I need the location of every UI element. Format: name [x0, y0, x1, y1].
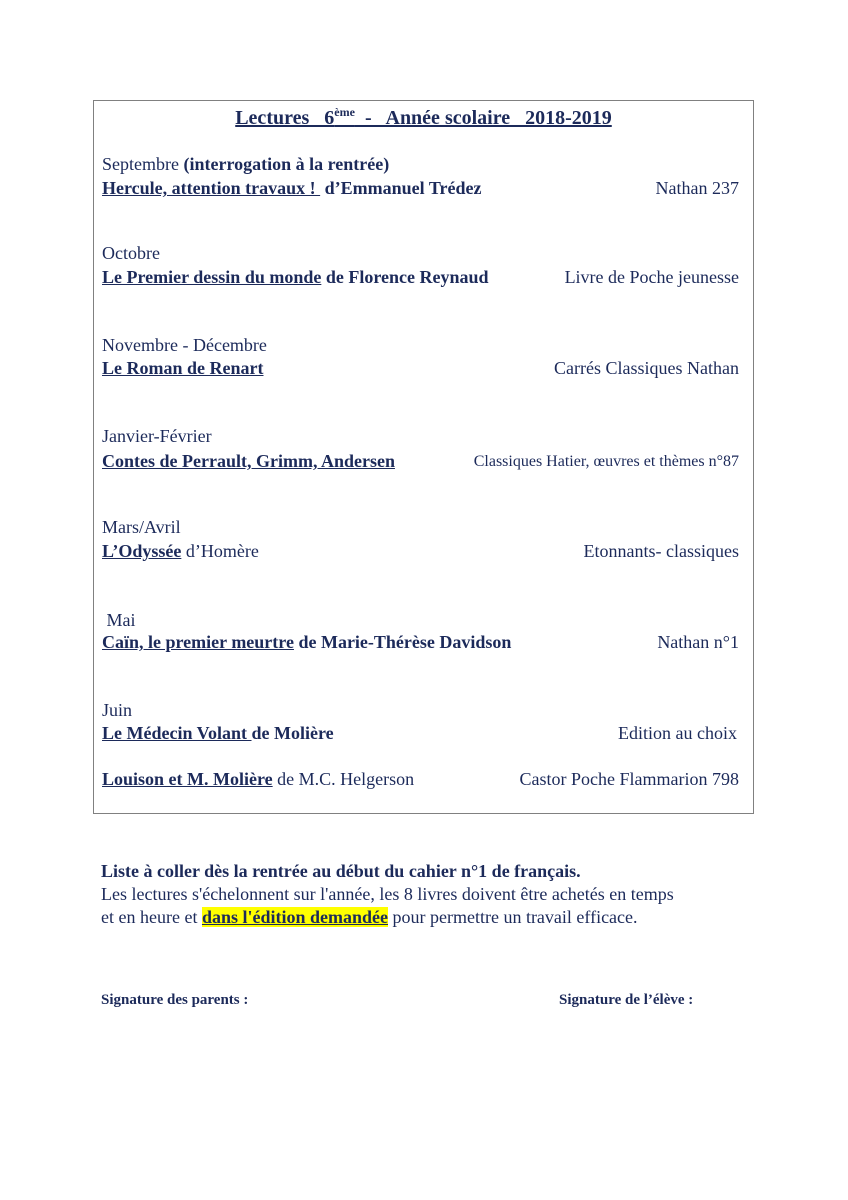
- title-suffix: - Année scolaire 2018-2019: [354, 107, 612, 129]
- parent-signature-label: Signature des parents :: [101, 992, 249, 1008]
- month-label: Septembre (interrogation à la rentrée): [102, 154, 390, 174]
- student-signature-label: Signature de l’élève :: [559, 992, 694, 1008]
- book-entry: [102, 768, 414, 790]
- month-label: Janvier-Février: [102, 426, 212, 446]
- instructions: [101, 860, 674, 929]
- book-entry: [102, 177, 481, 199]
- month-label: Octobre: [102, 243, 160, 263]
- title-superscript: ème: [334, 105, 355, 119]
- book-publisher: Carrés Classiques Nathan: [554, 358, 739, 378]
- book-title: Le Médecin Volant: [102, 723, 252, 743]
- book-author: d’Emmanuel Trédez: [320, 178, 482, 198]
- book-publisher: Livre de Poche jeunesse: [564, 267, 739, 287]
- month-label: Mars/Avril: [102, 517, 181, 537]
- book-title: Le Premier dessin du monde: [102, 267, 322, 287]
- month-label: Juin: [102, 700, 133, 720]
- instructions-line: et en heure et dans l'édition demandée pour permettre un travail efficace.: [101, 907, 638, 927]
- instructions-heading: Liste à coller dès la rentrée au début du cahier n°1 de français.: [101, 861, 581, 881]
- page-title: [94, 105, 753, 130]
- book-publisher: Nathan 237: [655, 178, 739, 198]
- book-publisher: Etonnants- classiques: [583, 541, 739, 561]
- highlighted-text: dans l'édition demandée: [201, 907, 388, 927]
- book-title: L’Odyssée: [102, 541, 182, 561]
- title-prefix: Lectures 6: [235, 107, 335, 129]
- reading-list-box: [93, 100, 754, 814]
- month-label: Novembre - Décembre: [102, 335, 267, 355]
- book-title: Hercule, attention travaux !: [102, 178, 321, 198]
- book-entry: [102, 722, 334, 744]
- book-entry: [102, 540, 259, 562]
- month-note: (interrogation à la rentrée): [183, 154, 390, 174]
- book-title: Contes de Perrault, Grimm, Andersen: [102, 451, 395, 471]
- book-publisher: Classiques Hatier, œuvres et thèmes n°87: [473, 453, 739, 470]
- book-author: de Molière: [251, 723, 334, 743]
- book-publisher: Edition au choix: [618, 723, 737, 743]
- book-title: Louison et M. Molière: [102, 769, 273, 789]
- book-publisher: Castor Poche Flammarion 798: [519, 769, 739, 789]
- month-label: Mai: [102, 610, 136, 630]
- book-entry: [102, 450, 395, 472]
- book-title: Le Roman de Renart: [102, 358, 264, 378]
- book-author: de M.C. Helgerson: [272, 769, 415, 789]
- book-title: Caïn, le premier meurtre: [102, 632, 294, 652]
- book-entry: [102, 266, 489, 288]
- book-author: d’Homère: [181, 541, 259, 561]
- book-entry: [102, 631, 511, 653]
- instructions-line: Les lectures s'échelonnent sur l'année, les 8 livres doivent être achetés en temps: [101, 884, 674, 904]
- book-author: de Florence Reynaud: [321, 267, 489, 287]
- book-publisher: Nathan n°1: [657, 632, 739, 652]
- book-entry: [102, 357, 263, 379]
- book-author: de Marie-Thérèse Davidson: [293, 632, 512, 652]
